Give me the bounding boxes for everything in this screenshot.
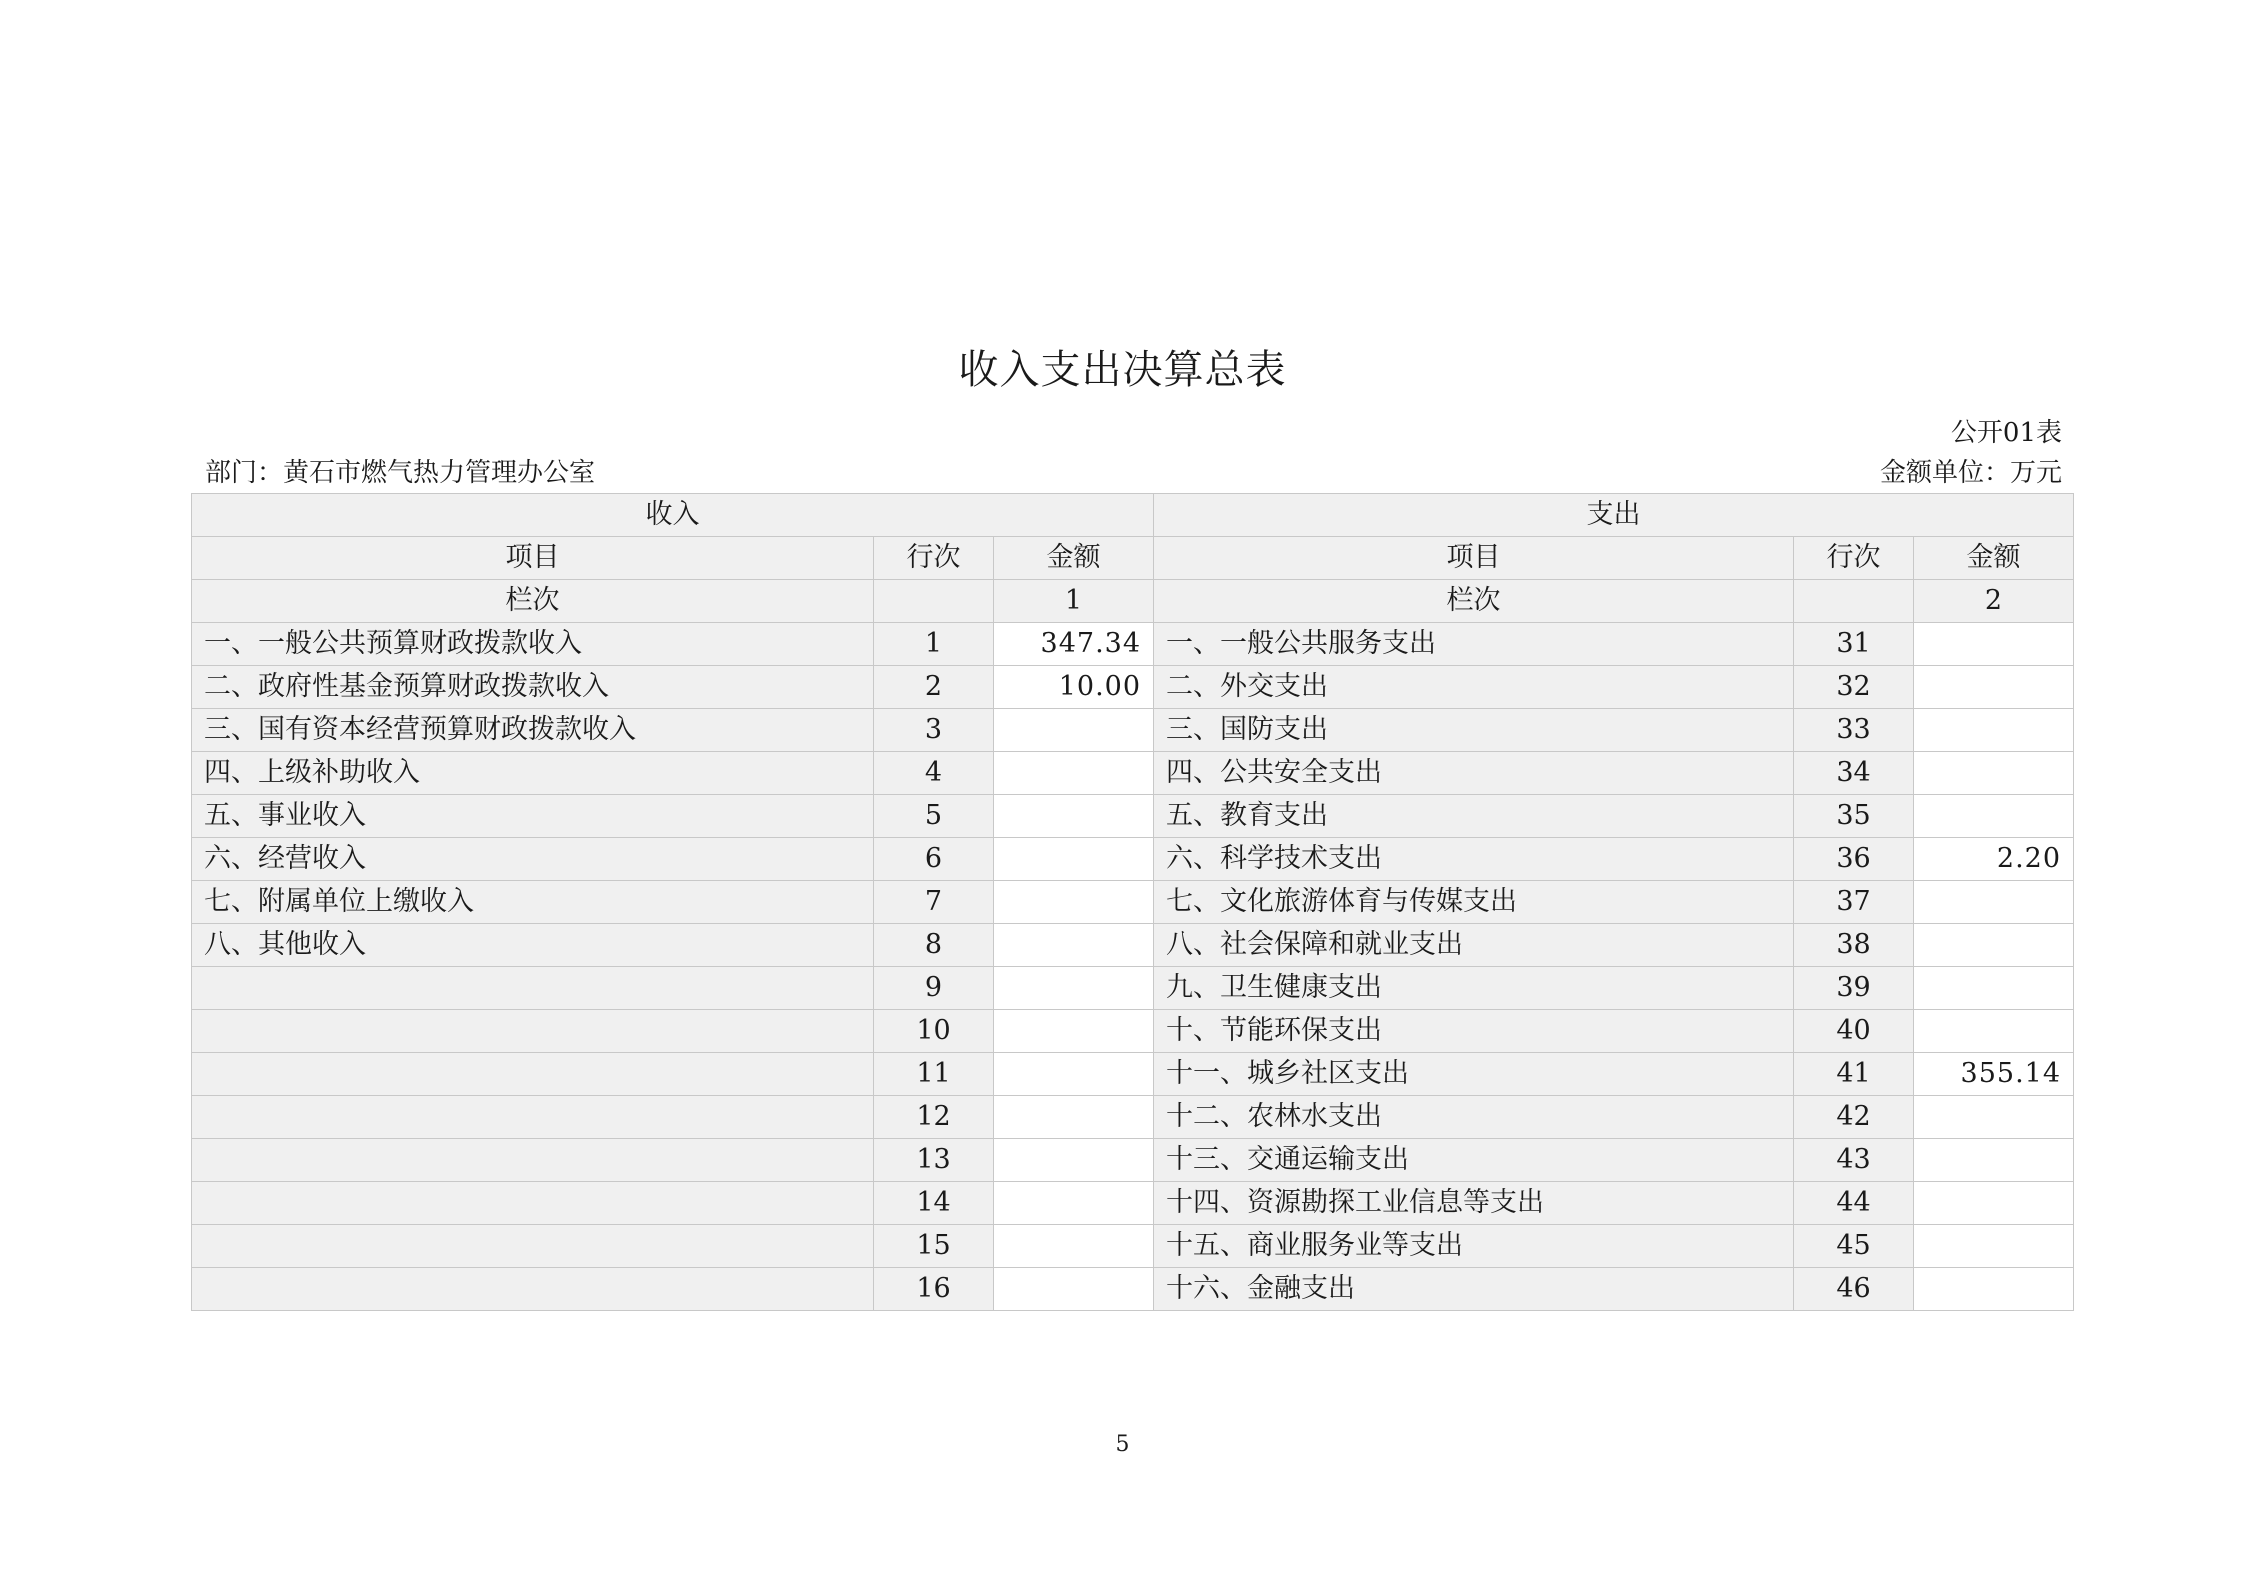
expense-amount-cell — [1914, 967, 2074, 1010]
income-line-cell: 1 — [874, 623, 994, 666]
expense-line-cell: 33 — [1794, 709, 1914, 752]
expense-item-cell: 十五、商业服务业等支出 — [1154, 1225, 1794, 1268]
income-line-cell: 16 — [874, 1268, 994, 1311]
expense-line-cell: 46 — [1794, 1268, 1914, 1311]
expense-section-header: 支出 — [1154, 494, 2074, 537]
expense-item-cell: 七、文化旅游体育与传媒支出 — [1154, 881, 1794, 924]
income-amount-cell — [994, 1010, 1154, 1053]
expense-amount-cell — [1914, 666, 2074, 709]
table-row — [192, 838, 2074, 881]
page-title: 收入支出决算总表 — [958, 347, 1287, 393]
expense-line-cell: 44 — [1794, 1182, 1914, 1225]
income-line-header: 行次 — [874, 537, 994, 580]
income-amount-cell: 10.00 — [994, 666, 1154, 709]
income-amount-cell — [994, 709, 1154, 752]
expense-line-cell: 32 — [1794, 666, 1914, 709]
income-amount-cell — [994, 1225, 1154, 1268]
expense-amount-cell — [1914, 1182, 2074, 1225]
expense-amount-cell — [1914, 1268, 2074, 1311]
table-row — [192, 924, 2074, 967]
income-amount-header: 金额 — [994, 537, 1154, 580]
expense-item-cell: 四、公共安全支出 — [1154, 752, 1794, 795]
income-amount-cell: 347.34 — [994, 623, 1154, 666]
expense-item-cell: 十二、农林水支出 — [1154, 1096, 1794, 1139]
income-line-cell: 12 — [874, 1096, 994, 1139]
expense-line-cell: 41 — [1794, 1053, 1914, 1096]
income-item-cell: 一、一般公共预算财政拨款收入 — [192, 623, 874, 666]
expense-amount-cell: 2.20 — [1914, 838, 2074, 881]
column-header-row — [192, 537, 2074, 580]
income-amount-cell — [994, 1053, 1154, 1096]
expense-item-cell: 五、教育支出 — [1154, 795, 1794, 838]
income-amount-cell — [994, 795, 1154, 838]
income-section-header: 收入 — [192, 494, 1154, 537]
expense-line-cell: 39 — [1794, 967, 1914, 1010]
table-row — [192, 1268, 2074, 1311]
expense-item-cell: 十、节能环保支出 — [1154, 1010, 1794, 1053]
income-item-cell: 七、附属单位上缴收入 — [192, 881, 874, 924]
income-expense-table — [191, 493, 2074, 1311]
income-item-cell — [192, 1096, 874, 1139]
expense-amount-cell — [1914, 795, 2074, 838]
income-column-label: 栏次 — [192, 580, 874, 623]
income-item-cell: 八、其他收入 — [192, 924, 874, 967]
table-row — [192, 623, 2074, 666]
expense-line-cell: 36 — [1794, 838, 1914, 881]
income-line-cell: 13 — [874, 1139, 994, 1182]
section-header-row — [192, 494, 2074, 537]
table-row — [192, 1010, 2074, 1053]
expense-line-cell: 42 — [1794, 1096, 1914, 1139]
income-line-cell: 7 — [874, 881, 994, 924]
income-line-cell: 4 — [874, 752, 994, 795]
expense-amount-cell — [1914, 1010, 2074, 1053]
income-item-header: 项目 — [192, 537, 874, 580]
income-line-cell: 2 — [874, 666, 994, 709]
expense-item-cell: 六、科学技术支出 — [1154, 838, 1794, 881]
income-amount-cell — [994, 1268, 1154, 1311]
expense-item-cell: 十三、交通运输支出 — [1154, 1139, 1794, 1182]
income-line-cell: 11 — [874, 1053, 994, 1096]
expense-line-cell: 35 — [1794, 795, 1914, 838]
income-line-cell: 14 — [874, 1182, 994, 1225]
table-row — [192, 752, 2074, 795]
expense-line-cell: 43 — [1794, 1139, 1914, 1182]
table-row — [192, 881, 2074, 924]
income-amount-cell — [994, 838, 1154, 881]
expense-item-cell: 三、国防支出 — [1154, 709, 1794, 752]
table-row — [192, 795, 2074, 838]
income-amount-cell — [994, 881, 1154, 924]
expense-line-number-blank — [1794, 580, 1914, 623]
expense-item-cell: 一、一般公共服务支出 — [1154, 623, 1794, 666]
table-row — [192, 967, 2074, 1010]
expense-line-header: 行次 — [1794, 537, 1914, 580]
page-number: 5 — [1115, 1432, 1130, 1457]
income-line-number-blank — [874, 580, 994, 623]
income-line-cell: 9 — [874, 967, 994, 1010]
expense-item-cell: 八、社会保障和就业支出 — [1154, 924, 1794, 967]
income-line-cell: 3 — [874, 709, 994, 752]
table-row — [192, 1053, 2074, 1096]
income-amount-cell — [994, 752, 1154, 795]
expense-line-cell: 40 — [1794, 1010, 1914, 1053]
expense-line-cell: 31 — [1794, 623, 1914, 666]
expense-amount-cell — [1914, 1139, 2074, 1182]
income-item-cell: 四、上级补助收入 — [192, 752, 874, 795]
income-amount-cell — [994, 1139, 1154, 1182]
expense-amount-cell — [1914, 881, 2074, 924]
expense-line-cell: 38 — [1794, 924, 1914, 967]
expense-amount-cell — [1914, 1096, 2074, 1139]
expense-amount-cell — [1914, 709, 2074, 752]
table-row — [192, 666, 2074, 709]
income-item-cell — [192, 1225, 874, 1268]
expense-amount-header: 金额 — [1914, 537, 2074, 580]
income-item-cell — [192, 1139, 874, 1182]
income-line-cell: 10 — [874, 1010, 994, 1053]
table-row — [192, 1182, 2074, 1225]
expense-amount-cell — [1914, 752, 2074, 795]
expense-item-cell: 九、卫生健康支出 — [1154, 967, 1794, 1010]
expense-amount-cell — [1914, 924, 2074, 967]
expense-item-cell: 十一、城乡社区支出 — [1154, 1053, 1794, 1096]
expense-amount-cell: 355.14 — [1914, 1053, 2074, 1096]
income-amount-cell — [994, 1182, 1154, 1225]
expense-item-header: 项目 — [1154, 537, 1794, 580]
income-item-cell — [192, 1010, 874, 1053]
income-item-cell — [192, 967, 874, 1010]
expense-amount-cell — [1914, 623, 2074, 666]
income-item-cell: 六、经营收入 — [192, 838, 874, 881]
expense-line-cell: 45 — [1794, 1225, 1914, 1268]
expense-item-cell: 十四、资源勘探工业信息等支出 — [1154, 1182, 1794, 1225]
table-row — [192, 709, 2074, 752]
expense-column-number: 2 — [1914, 580, 2074, 623]
department-label: 部门：黄石市燃气热力管理办公室 — [205, 458, 596, 488]
income-line-cell: 15 — [874, 1225, 994, 1268]
income-amount-cell — [994, 967, 1154, 1010]
expense-line-cell: 37 — [1794, 881, 1914, 924]
income-column-number: 1 — [994, 580, 1154, 623]
income-item-cell — [192, 1053, 874, 1096]
column-number-row — [192, 580, 2074, 623]
income-amount-cell — [994, 1096, 1154, 1139]
income-item-cell: 二、政府性基金预算财政拨款收入 — [192, 666, 874, 709]
income-item-cell — [192, 1182, 874, 1225]
expense-item-cell: 二、外交支出 — [1154, 666, 1794, 709]
income-item-cell — [192, 1268, 874, 1311]
expense-amount-cell — [1914, 1225, 2074, 1268]
expense-line-cell: 34 — [1794, 752, 1914, 795]
table-row — [192, 1096, 2074, 1139]
table-row — [192, 1225, 2074, 1268]
form-number: 公开01表 — [1950, 418, 2062, 448]
income-line-cell: 8 — [874, 924, 994, 967]
income-item-cell: 三、国有资本经营预算财政拨款收入 — [192, 709, 874, 752]
amount-unit-label: 金额单位：万元 — [1879, 458, 2062, 488]
expense-item-cell: 十六、金融支出 — [1154, 1268, 1794, 1311]
income-amount-cell — [994, 924, 1154, 967]
expense-column-label: 栏次 — [1154, 580, 1794, 623]
income-line-cell: 6 — [874, 838, 994, 881]
table-row — [192, 1139, 2074, 1182]
income-item-cell: 五、事业收入 — [192, 795, 874, 838]
income-line-cell: 5 — [874, 795, 994, 838]
